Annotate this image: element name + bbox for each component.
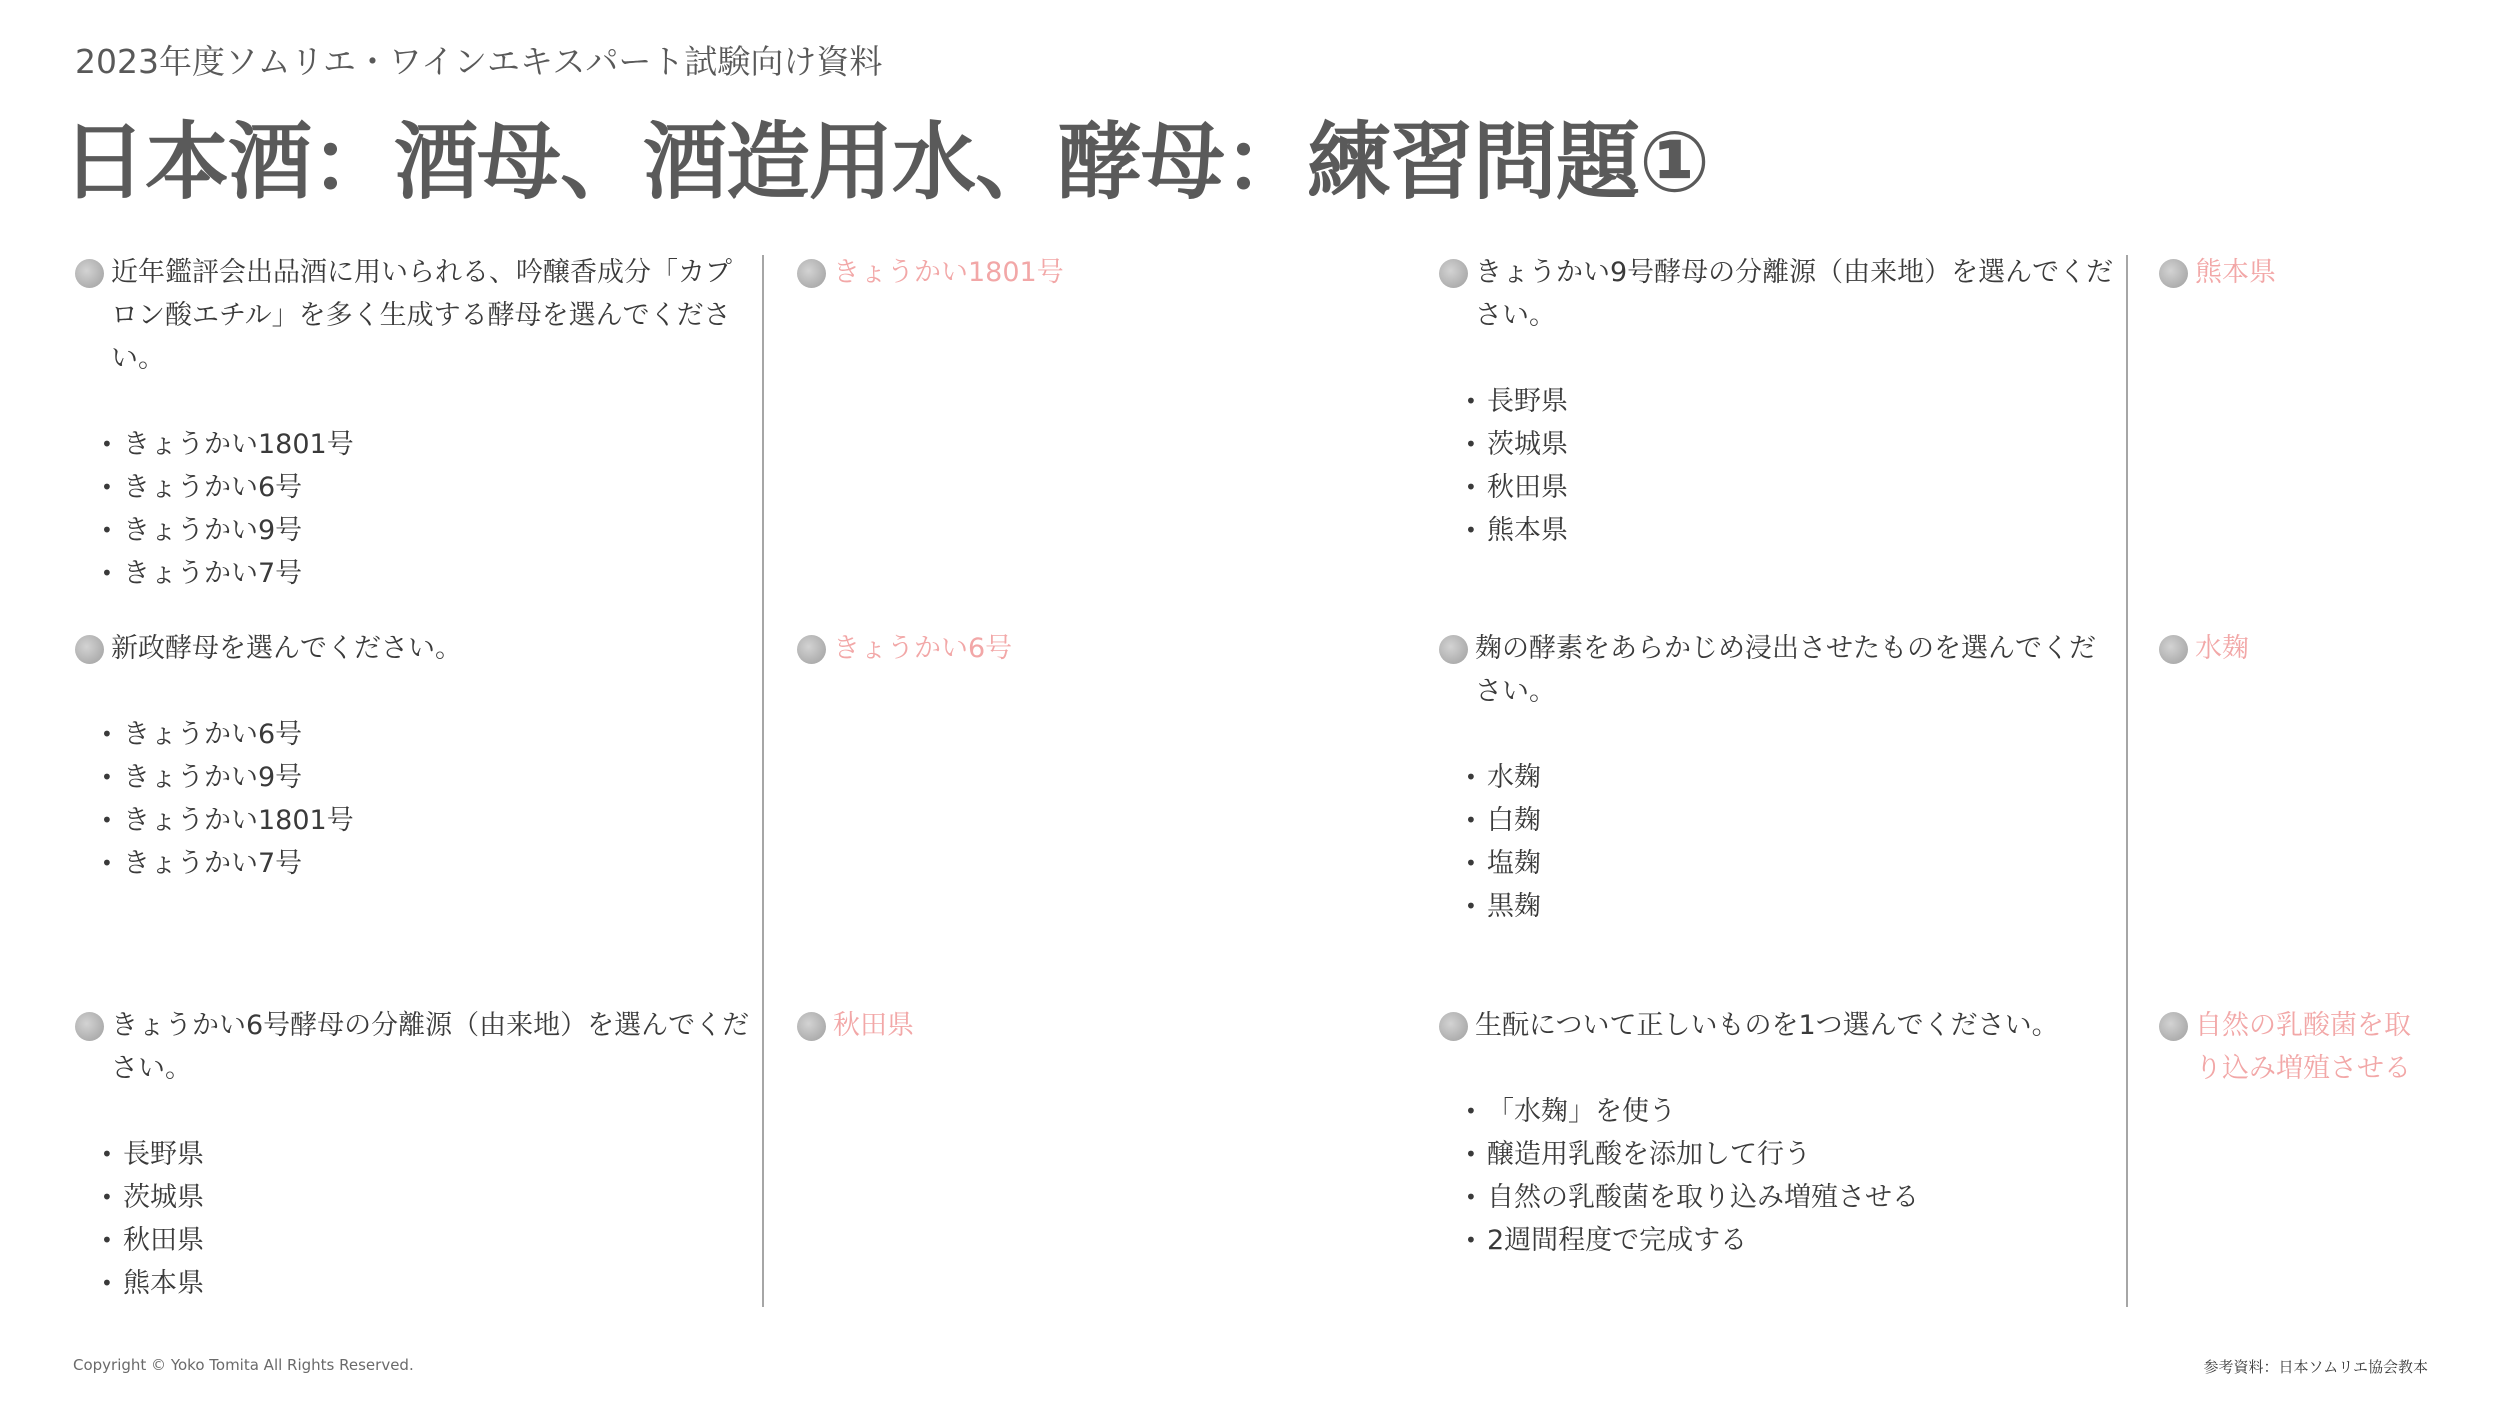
- option-list: [75, 1133, 755, 1305]
- column-divider-right: [2126, 255, 2128, 1307]
- question-bullet-icon: [1439, 635, 1468, 664]
- option-item: • 茨城県: [1465, 423, 2119, 466]
- option-item: • 熊本県: [1465, 509, 2119, 552]
- answer-block-4: [2159, 251, 2429, 294]
- answer-text: 熊本県: [2195, 257, 2276, 288]
- question-block-3: [75, 1004, 755, 1305]
- option-item: • きょうかい6号: [101, 713, 755, 756]
- option-list: [1439, 1090, 2119, 1262]
- question-text: きょうかい6号酵母の分離源（由来地）を選んでください。: [111, 1010, 750, 1084]
- option-item: • 黒麹: [1465, 885, 2119, 928]
- question-block-5: [1439, 627, 2119, 928]
- question-text: 麹の酵素をあらかじめ浸出させたものを選んでください。: [1475, 633, 2096, 707]
- option-item: • きょうかい6号: [101, 466, 755, 509]
- option-item: • きょうかい1801号: [101, 799, 755, 842]
- option-item: • 「水麹」を使う: [1465, 1090, 2119, 1133]
- option-list: [1439, 756, 2119, 928]
- option-list: [75, 423, 755, 595]
- question-text: 近年鑑評会出品酒に用いられる、吟醸香成分「カプロン酸エチル」を多く生成する酵母を選んでください。: [111, 257, 732, 374]
- answer-block-2: [797, 627, 1117, 670]
- option-item: • 2週間程度で完成する: [1465, 1219, 2119, 1262]
- question-bullet-icon: [75, 1012, 104, 1041]
- option-item: • 秋田県: [1465, 466, 2119, 509]
- answer-bullet-icon: [797, 259, 826, 288]
- option-list: [75, 713, 755, 885]
- option-item: • きょうかい7号: [101, 842, 755, 885]
- question-bullet-icon: [1439, 259, 1468, 288]
- option-item: • きょうかい7号: [101, 552, 755, 595]
- answer-bullet-icon: [797, 1012, 826, 1041]
- question-bullet-icon: [75, 635, 104, 664]
- option-item: • きょうかい1801号: [101, 423, 755, 466]
- option-item: • 茨城県: [101, 1176, 755, 1219]
- answer-bullet-icon: [797, 635, 826, 664]
- question-block-2: [75, 627, 755, 885]
- option-item: • 塩麹: [1465, 842, 2119, 885]
- question-block-6: [1439, 1004, 2119, 1262]
- option-item: • 醸造用乳酸を添加して行う: [1465, 1133, 2119, 1176]
- answer-block-3: [797, 1004, 1117, 1047]
- answer-text: きょうかい1801号: [833, 257, 1064, 288]
- option-item: • 熊本県: [101, 1262, 755, 1305]
- option-item: • 長野県: [101, 1133, 755, 1176]
- question-text: 新政酵母を選んでください。: [111, 633, 462, 664]
- answer-block-5: [2159, 627, 2429, 670]
- option-item: • 水麹: [1465, 756, 2119, 799]
- question-block-1: [75, 251, 755, 595]
- reference-footer: 参考資料：日本ソムリエ協会教本: [2203, 1358, 2428, 1376]
- answer-text: 水麹: [2195, 633, 2249, 664]
- question-bullet-icon: [1439, 1012, 1468, 1041]
- copyright-footer: Copyright © Yoko Tomita All Rights Reserved.: [73, 1356, 414, 1374]
- option-item: • 白麹: [1465, 799, 2119, 842]
- answer-bullet-icon: [2159, 1012, 2188, 1041]
- question-bullet-icon: [75, 259, 104, 288]
- option-item: • 長野県: [1465, 380, 2119, 423]
- option-list: [1439, 380, 2119, 552]
- option-item: • 自然の乳酸菌を取り込み増殖させる: [1465, 1176, 2119, 1219]
- answer-bullet-icon: [2159, 259, 2188, 288]
- option-item: • きょうかい9号: [101, 509, 755, 552]
- question-text: きょうかい9号酵母の分離源（由来地）を選んでください。: [1475, 257, 2114, 331]
- column-divider-left: [762, 255, 764, 1307]
- page-title: 日本酒：酒母、酒造用水、酵母：練習問題①: [62, 113, 1710, 211]
- answer-bullet-icon: [2159, 635, 2188, 664]
- answer-block-1: [797, 251, 1117, 294]
- question-block-4: [1439, 251, 2119, 552]
- page-subtitle: 2023年度ソムリエ・ワインエキスパート試験向け資料: [75, 42, 883, 81]
- answer-block-6: [2159, 1004, 2419, 1090]
- option-item: • きょうかい9号: [101, 756, 755, 799]
- option-item: • 秋田県: [101, 1219, 755, 1262]
- answer-text: 秋田県: [833, 1010, 914, 1041]
- question-text: 生酛について正しいものを1つ選んでください。: [1475, 1010, 2059, 1041]
- answer-text: 自然の乳酸菌を取り込み増殖させる: [2195, 1010, 2411, 1084]
- answer-text: きょうかい6号: [833, 633, 1013, 664]
